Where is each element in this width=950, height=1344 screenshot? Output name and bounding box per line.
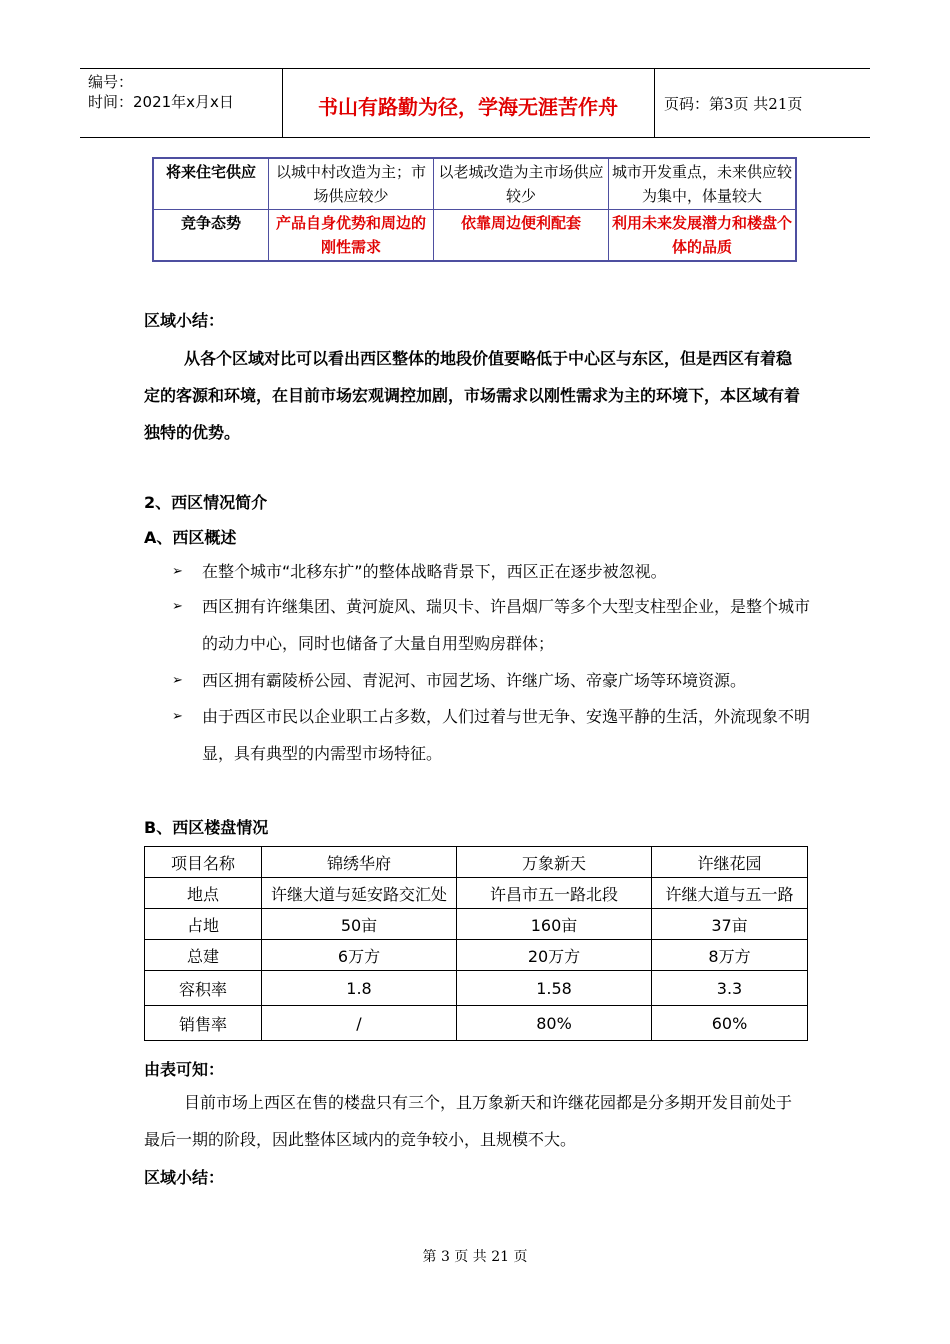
time-label: 时间：2021年x月x日 <box>88 93 234 111</box>
list-item <box>172 588 812 662</box>
number-label: 编号： <box>88 73 134 91</box>
list-item-text: 西区拥有许继集团、黄河旋风、瑞贝卡、许昌烟厂等多个大型支柱型企业，是整个城市的动力中心，同时也储备了大量自用型购房群体； <box>202 597 811 653</box>
table-cell: 3.3 <box>652 971 808 1006</box>
arrow-bullet-icon: ➢ <box>172 599 183 614</box>
arrow-bullet-icon: ➢ <box>172 709 183 724</box>
table-row <box>145 940 808 971</box>
table-cell: 依靠周边便利配套 <box>434 210 609 262</box>
column-header: 万象新天 <box>457 847 652 878</box>
table-cell: 1.8 <box>262 971 457 1006</box>
arrow-bullet-icon: ➢ <box>172 673 183 688</box>
conclusion-heading: 由表可知： <box>144 1060 225 1079</box>
column-header: 项目名称 <box>145 847 262 878</box>
table-cell: 8万方 <box>652 940 808 971</box>
summary-heading: 区域小结： <box>144 1168 225 1187</box>
list-item <box>172 553 812 590</box>
row-label: 竞争态势 <box>153 210 269 262</box>
conclusion-text: 目前市场上西区在售的楼盘只有三个，且万象新天和许继花园都是分多期开发目前处于最后一期的阶段，因此整体区域内的竞争较小，且规模不大。 <box>144 1093 793 1149</box>
header-meta <box>88 72 234 112</box>
table-row <box>145 878 808 909</box>
table-header-row <box>145 847 808 878</box>
summary-heading: 区域小结： <box>144 311 225 330</box>
table-cell: 总建 <box>145 940 262 971</box>
table-cell: 销售率 <box>145 1006 262 1041</box>
table-cell: 50亩 <box>262 909 457 940</box>
list-item-text: 由于西区市民以企业职工占多数，人们过着与世无争、安逸平静的生活，外流现象不明显，具有典型的内需型市场特征。 <box>202 707 811 763</box>
table-cell: 160亩 <box>457 909 652 940</box>
page-header <box>80 68 870 138</box>
table-cell: 80% <box>457 1006 652 1041</box>
row-label: 将来住宅供应 <box>153 158 269 210</box>
projects-table <box>144 846 808 1041</box>
table-row <box>153 210 796 262</box>
column-header: 锦绣华府 <box>262 847 457 878</box>
table-row <box>145 1006 808 1041</box>
table-cell: 利用未来发展潜力和楼盘个体的品质 <box>609 210 797 262</box>
region-comparison-table <box>152 157 797 262</box>
table-row <box>153 158 796 210</box>
column-header: 许继花园 <box>652 847 808 878</box>
table-cell: 产品自身优势和周边的刚性需求 <box>269 210 434 262</box>
header-page-info: 页码：第3页 共21页 <box>664 95 803 113</box>
list-item-text: 在整个城市“北移东扩”的整体战略背景下，西区正在逐步被忽视。 <box>202 562 667 581</box>
table-cell: 以老城改造为主市场供应较少 <box>434 158 609 210</box>
arrow-bullet-icon: ➢ <box>172 564 183 579</box>
table-cell: 占地 <box>145 909 262 940</box>
page-footer: 第 3 页 共 21 页 <box>422 1249 528 1265</box>
table-cell: 地点 <box>145 878 262 909</box>
subsection-title: A、西区概述 <box>144 528 237 547</box>
header-motto: 书山有路勤为径，学海无涯苦作舟 <box>318 95 618 119</box>
subsection-title: B、西区楼盘情况 <box>144 818 269 837</box>
table-cell: 许继大道与延安路交汇处 <box>262 878 457 909</box>
table-cell: 60% <box>652 1006 808 1041</box>
table-cell: 许继大道与五一路 <box>652 878 808 909</box>
list-item <box>172 698 812 772</box>
table-cell: 6万方 <box>262 940 457 971</box>
table-row <box>145 909 808 940</box>
table-cell: 城市开发重点，未来供应较为集中，体量较大 <box>609 158 797 210</box>
table-cell: 许昌市五一路北段 <box>457 878 652 909</box>
list-item <box>172 662 812 699</box>
summary-text: 从各个区域对比可以看出西区整体的地段价值要略低于中心区与东区，但是西区有着稳定的客源和环境，在目前市场宏观调控加剧，市场需求以刚性需求为主的环境下，本区域有着独特的优势。 <box>144 349 801 442</box>
header-divider <box>654 69 655 137</box>
table-cell: 37亩 <box>652 909 808 940</box>
table-cell: 20万方 <box>457 940 652 971</box>
section-title: 2、西区情况简介 <box>144 493 268 512</box>
table-cell: 容积率 <box>145 971 262 1006</box>
table-cell: / <box>262 1006 457 1041</box>
table-cell: 以城中村改造为主；市场供应较少 <box>269 158 434 210</box>
table-cell: 1.58 <box>457 971 652 1006</box>
list-item-text: 西区拥有霸陵桥公园、青泥河、市园艺场、许继广场、帝豪广场等环境资源。 <box>202 671 747 690</box>
table-row <box>145 971 808 1006</box>
